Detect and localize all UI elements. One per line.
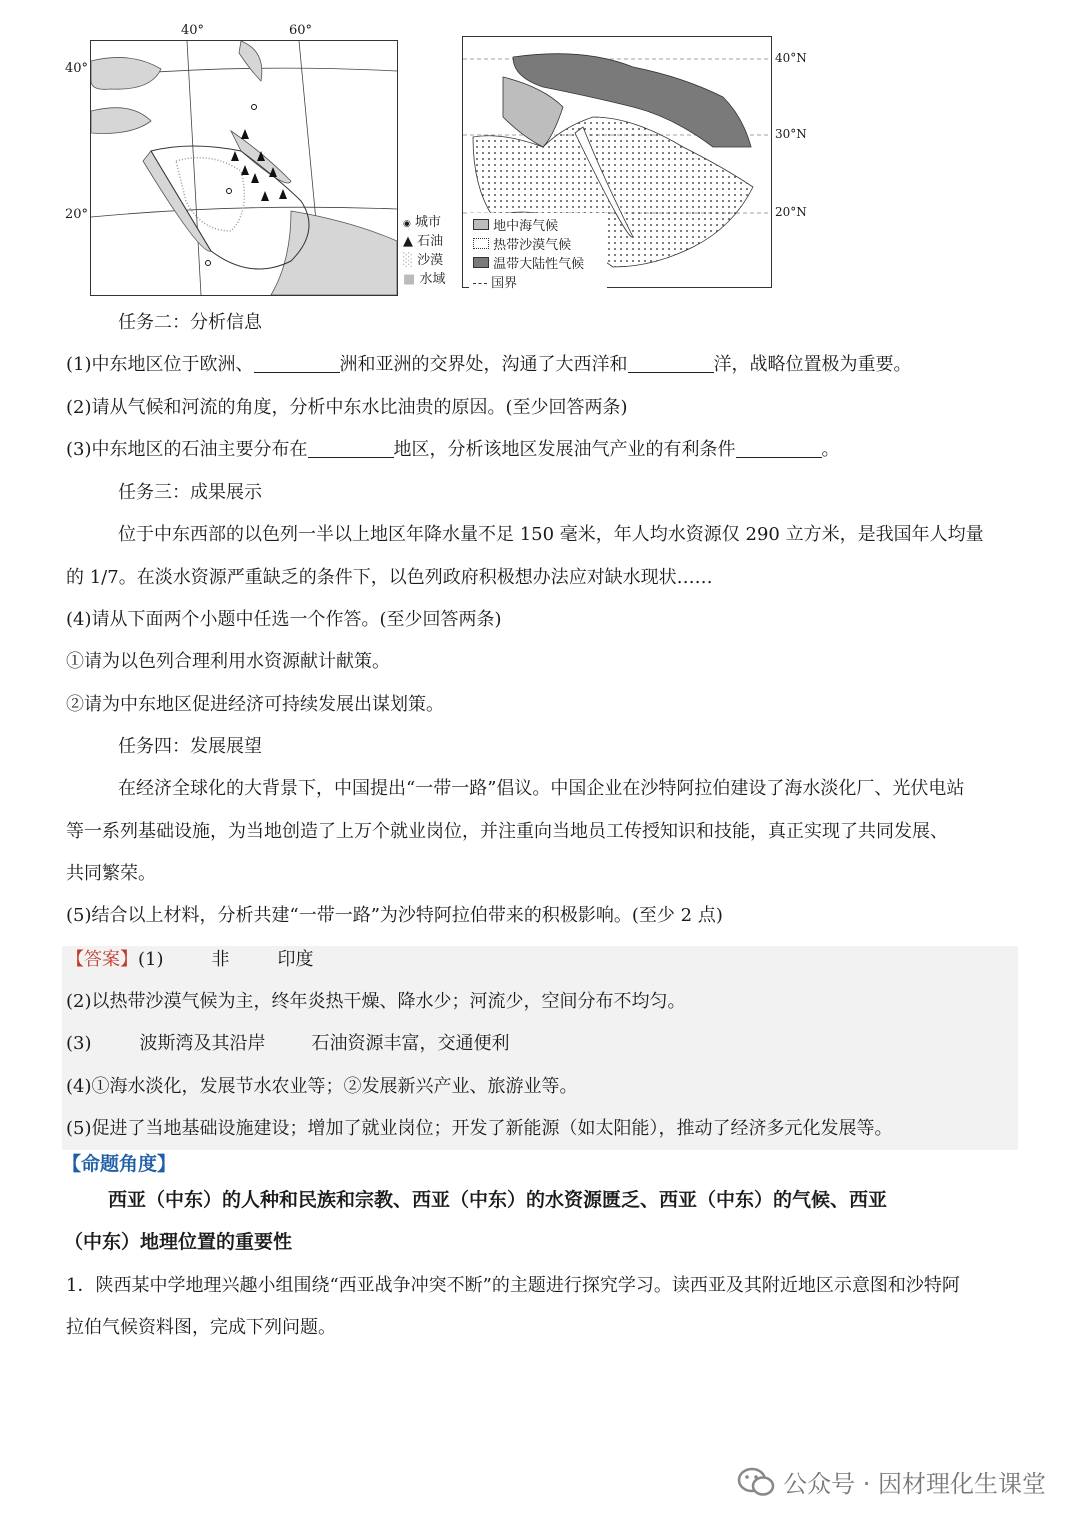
proposition-line2: （中东）地理位置的重要性 — [64, 1231, 293, 1253]
watermark — [737, 1464, 1046, 1499]
map-saudi-climate — [462, 36, 807, 291]
task4-heading: 任务四：发展展望 — [118, 736, 262, 757]
answer-blank-3[interactable] — [308, 439, 394, 458]
legend-border: 国界 — [473, 272, 603, 291]
task3-para-line1: 位于中东西部的以色列一半以上地区年降水量不足 150 毫米，年人均水资源仅 290 立方米，是我国年人均量 — [118, 524, 984, 545]
map-1-legend — [403, 211, 463, 287]
answer-blank-2[interactable] — [628, 354, 714, 373]
proposition-heading: 【命题角度】 — [62, 1153, 177, 1175]
watermark-text: 公众号 · 因材理化生课堂 — [783, 1470, 1046, 1498]
answer-line-5: (5)促进了当地基础设施建设；增加了就业岗位；开发了新能源（如太阳能），推动了经济多元化发展等。 — [66, 1118, 893, 1139]
lon-label-40: 40° — [181, 23, 205, 38]
map-1-drawing — [91, 41, 397, 295]
lat-label-40n: 40°N — [775, 51, 807, 65]
question1-line2: 拉伯气候资料图，完成下列问题。 — [66, 1317, 336, 1338]
answer-blank-1[interactable] — [254, 354, 340, 373]
proposition-line1: 西亚（中东）的人种和民族和宗教、西亚（中东）的水资源匮乏、西亚（中东）的气候、西亚 — [108, 1189, 888, 1211]
legend-mediterranean: 地中海气候 — [473, 215, 603, 234]
task3-q4-option1: ①请为以色列合理利用水资源献计献策。 — [66, 651, 390, 672]
task3-heading: 任务三：成果展示 — [118, 482, 262, 503]
legend-desert: ░ 沙漠 — [403, 253, 444, 268]
lon-label-60: 60° — [289, 23, 313, 38]
lat-label-30n: 30°N — [775, 127, 807, 141]
map-2-legend — [469, 213, 607, 293]
legend-oil: ▲ 石油 — [403, 234, 444, 249]
question1-line1: 1．陕西某中学地理兴趣小组围绕“西亚战争冲突不断”的主题进行探究学习。读西亚及其附近地区示意图和沙特阿 — [66, 1275, 960, 1296]
lat-label-20n: 20°N — [775, 205, 807, 219]
answer-tag: 【答案】 — [66, 949, 138, 970]
map-west-asia-oil — [65, 23, 446, 296]
task2-q1: (1)中东地区位于欧洲、 洲和亚洲的交界处，沟通了大西洋和 洋，战略位置极为重要。 — [66, 354, 912, 375]
task2-heading: 任务二：分析信息 — [118, 312, 262, 333]
answer-line-3: (3) 波斯湾及其沿岸 石油资源丰富，交通便利 — [66, 1033, 510, 1054]
task3-q4: (4)请从下面两个小题中任选一个作答。(至少回答两条) — [66, 609, 502, 630]
answer-line-4: (4)①海水淡化，发展节水农业等；②发展新兴产业、旅游业等。 — [66, 1076, 578, 1097]
task4-q5: (5)结合以上材料，分析共建“一带一路”为沙特阿拉伯带来的积极影响。(至少 2 点) — [66, 905, 723, 926]
task2-q3: (3)中东地区的石油主要分布在 地区，分析该地区发展油气产业的有利条件 。 — [66, 439, 840, 460]
task4-para-line2: 等一系列基础设施，为当地创造了上万个就业岗位，并注重向当地员工传授知识和技能，真正实现了共同发展、 — [66, 821, 948, 842]
legend-city: ◉ 城市 — [403, 215, 442, 230]
answer-line-2: (2)以热带沙漠气候为主，终年炎热干燥、降水少；河流少，空间分布不均匀。 — [66, 991, 686, 1012]
task4-para-line3: 共同繁荣。 — [66, 863, 156, 884]
answer-blank-4[interactable] — [736, 439, 822, 458]
lat-label-20: 20° — [65, 207, 89, 222]
legend-temperate-continental: 温带大陆性气候 — [473, 253, 603, 272]
task4-para-line1: 在经济全球化的大背景下，中国提出“一带一路”倡议。中国企业在沙特阿拉伯建设了海水淡化厂、光伏电站 — [118, 778, 965, 799]
wechat-icon — [737, 1466, 775, 1498]
legend-tropical-desert: 热带沙漠气候 — [473, 234, 603, 253]
lat-label-40: 40° — [65, 61, 89, 76]
task3-q4-option2: ②请为中东地区促进经济可持续发展出谋划策。 — [66, 694, 444, 715]
task3-para-line2: 的 1/7。在淡水资源严重缺乏的条件下，以色列政府积极想办法应对缺水现状…… — [66, 567, 713, 588]
answer-line-1: 【答案】(1) 非 印度 — [66, 949, 314, 970]
legend-water: ■ 水域 — [403, 272, 446, 287]
task2-q2: (2)请从气候和河流的角度，分析中东水比油贵的原因。(至少回答两条) — [66, 397, 628, 418]
